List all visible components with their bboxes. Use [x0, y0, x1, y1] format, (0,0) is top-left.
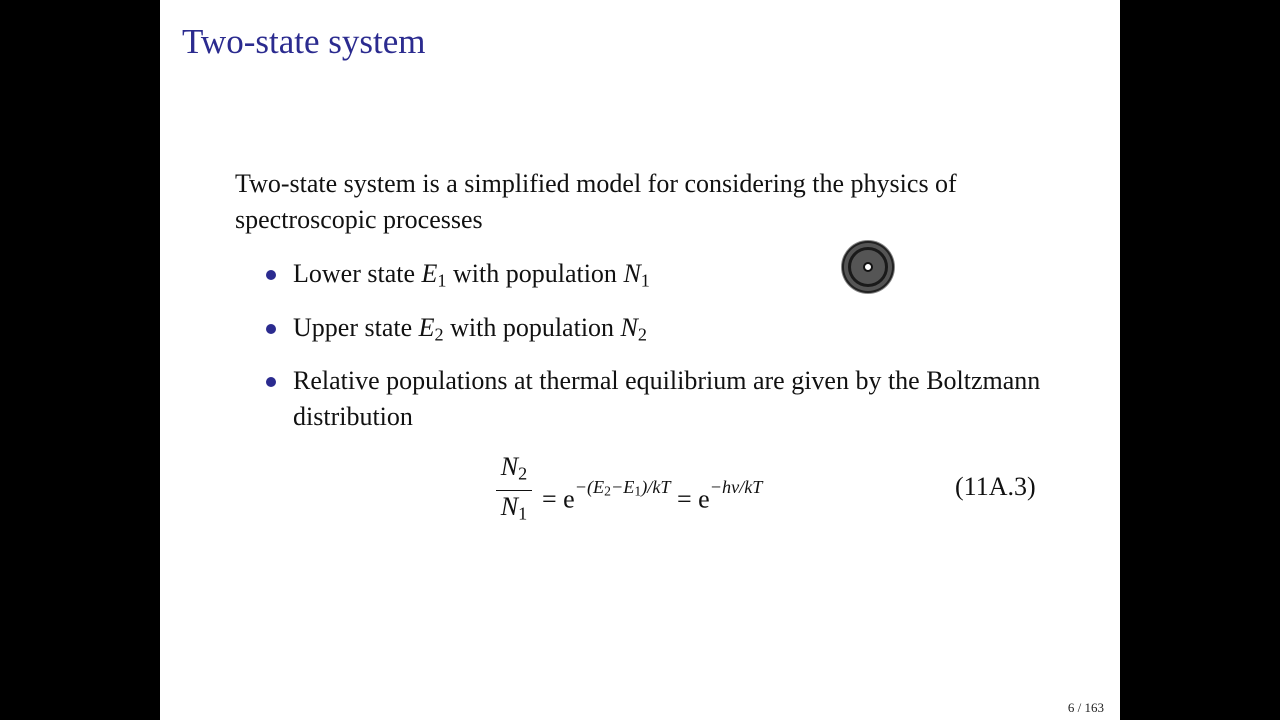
bullet-dot-icon: [266, 377, 276, 387]
pointer-cursor-icon: [842, 241, 894, 293]
intro-paragraph: Two-state system is a simplified model for considering the physics of spectroscopic processes: [235, 169, 957, 234]
bullet-text: Relative populations at thermal equilibrium are given by the Boltzmann distribution: [293, 366, 1041, 431]
equation-right-side: = $e^{-(E_2-E_1)/kT} = e^{-h\nu/kT}$: [542, 477, 763, 514]
first-exponent: −(E2−E1)/kT: [574, 477, 671, 499]
fraction-denominator: $N_1$: [500, 492, 528, 524]
bullet-relative-populations: [260, 363, 1050, 435]
bullet-dot-icon: [266, 270, 276, 280]
page-number: 6 / 163: [1067, 700, 1104, 715]
second-exponent: −hν/kT: [709, 477, 763, 497]
equation-number: (11A.3): [955, 472, 1036, 501]
bullet-text: Lower state $E_1$ with population $N_1$: [293, 259, 650, 291]
cursor-center-dot: [863, 262, 873, 272]
bullet-upper-state: [260, 310, 1050, 353]
bullet-text: Upper state $E_2$ with population $N_2$: [293, 313, 647, 345]
bullet-dot-icon: [266, 324, 276, 334]
slide: [160, 0, 1120, 720]
bullet-lower-state: [260, 256, 1050, 299]
fraction-bar: [496, 490, 532, 492]
slide-title: Two-state system: [182, 22, 426, 61]
population-ratio-fraction: [496, 452, 532, 529]
fraction-numerator: $N_2$: [500, 452, 528, 484]
